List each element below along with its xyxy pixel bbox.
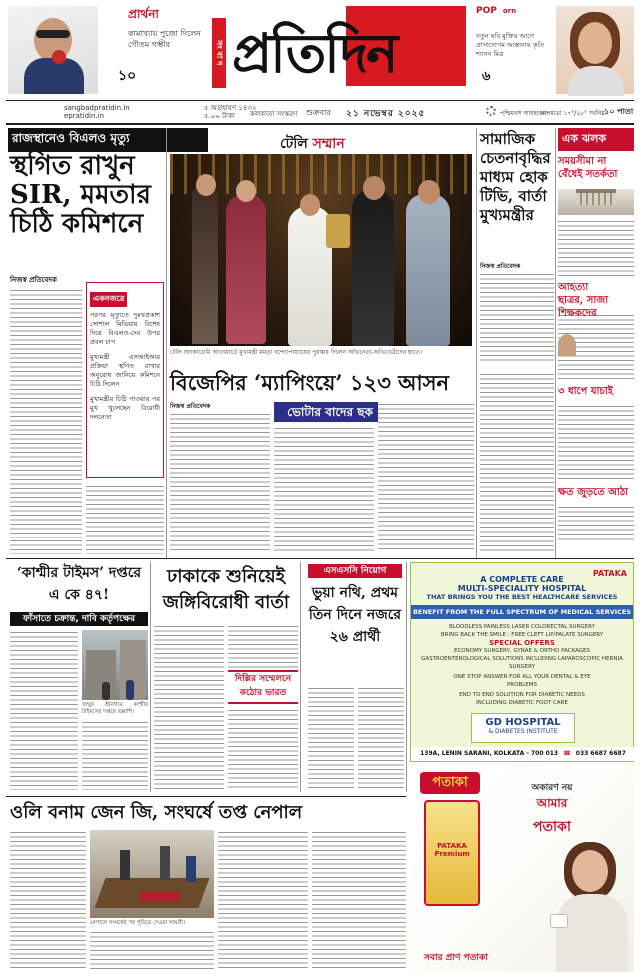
samajik-body <box>480 272 554 362</box>
hosp-banner: BENEFIT FROM THE FULL SPECTRUM OF MEDICAL SERVICES <box>411 605 633 619</box>
nepal-col1 <box>10 830 86 970</box>
page-count: ১০ পাতা <box>604 107 634 116</box>
samajik-headline[interactable]: সামাজিক চেতনাবৃদ্ধির মাধ্যম হোক টিভি, বার্তা মুখ্যমন্ত্রীর <box>480 130 551 224</box>
lead-byline: নিজস্ব প্রতিবেদক <box>10 276 57 284</box>
kashmir-subhead: ফাঁসাতে চক্রান্ত, দাবি কর্তৃপক্ষের <box>10 612 148 626</box>
right-promo-text: নতুন ছবি মুক্তির আগে প্রাসাদোপম আস্তানায় কৃতি শ্যানন মিত্র <box>476 32 545 58</box>
tea-slogan-1: অকারণ নয় <box>531 783 573 793</box>
logo-side-tag: সং বা দ <box>212 18 226 88</box>
nepal-caption: নেপালে সংঘর্ষের পর পুড়িয়ে দেওয়া সামগ্রী। <box>90 920 185 926</box>
left-promo-text: কামাখ্যায় পুজো দিলেন গৌতম গম্ভীর <box>128 29 201 49</box>
left-promo-box[interactable] <box>98 6 208 94</box>
date: ২১ নভেম্বর ২০২৫ <box>346 109 426 119</box>
tea-ad[interactable] <box>410 766 634 972</box>
kashmir-col1 <box>10 630 78 790</box>
sidebar-h3[interactable]: ৩ ধাপে যাচাই <box>558 386 613 397</box>
person-2 <box>226 194 266 344</box>
left-promo-page: ১০ <box>118 68 137 84</box>
hosp-l8: ONE STOP ANSWER FOR ALL YOUR DENTAL & EYE PROBLEMS <box>453 674 591 688</box>
sun-icon <box>486 106 496 116</box>
kashmir-headline[interactable]: ‘কাশ্মীর টাইমস’ দপ্তরে এ কে ৪৭! <box>16 565 142 603</box>
tea-logo: পতাকা <box>420 772 480 794</box>
lead-box-item-1: পরপর মৃত্যুতে দুঃখপ্রকাশ সোশাল মিডিয়ায় বিশেষ দিয়ে বিএলও-দের উপর প্রবল চাপ <box>90 311 160 346</box>
sidebar-body-1 <box>558 219 634 277</box>
masthead-logo[interactable] <box>228 6 468 86</box>
lead-box-title: একনজরে <box>90 292 127 307</box>
nepal-photo[interactable] <box>90 830 214 918</box>
phone-icon: ☎ <box>563 750 571 757</box>
dhaka-subhead-box <box>228 670 298 704</box>
sidebar-photo-court[interactable] <box>558 189 634 215</box>
left-promo-photo[interactable] <box>8 6 98 94</box>
sidebar-photo-student[interactable] <box>558 334 576 356</box>
sidebar-h2[interactable]: আহত্যা ছাত্রর, সাজা শিক্ষকদের <box>558 282 609 319</box>
hosp-l5: BRING BACK THE SMILE : FREE CLEFT LIP/PALATE SURGERY <box>440 632 604 638</box>
bjp-byline: নিজস্ব প্রতিবেদক <box>170 403 211 410</box>
nepal-col3 <box>218 830 308 970</box>
hosp-offers: SPECIAL OFFERS <box>489 639 555 647</box>
lead-box-item-3: মুখ্যমন্ত্রীর চিঠি পাওয়ার পর মুখ খুলেছেন বিরোধী দলনেতা <box>90 395 160 421</box>
tele-label-1: টেলি <box>280 136 308 152</box>
sidebar-body-3 <box>558 404 634 482</box>
bjp-col4 <box>480 372 554 552</box>
ssc-col1 <box>308 686 354 790</box>
logo-text: প্রতিদিন <box>232 21 397 85</box>
right-promo-box[interactable] <box>476 6 556 94</box>
tea-model <box>550 836 634 972</box>
popcorn-title: POP <box>476 6 497 16</box>
right-promo-page: ৬ <box>482 69 491 84</box>
hosp-addr: 139A, LENIN SARANI, KOLKATA - 700 013 <box>420 750 559 757</box>
bjp-subhead: ভোটার বাদের ছক <box>274 402 386 422</box>
hosp-l3: THAT BRINGS YOU THE BEST HEALTHCARE SERVICES <box>426 593 618 601</box>
bjp-col1 <box>170 412 270 552</box>
hosp-l9: END TO END SOLUTION FOR DIABETIC NEEDS INCLUDING DIABETIC FOOT CARE <box>459 692 585 706</box>
lead-box-item-2: মুখ্যমন্ত্রী এসআইআর প্রক্রিয়া স্থগিত রাখার অনুরোধ জানিয়ে কমিশনে চিঠি দিলেন <box>90 353 160 388</box>
lead-box <box>86 282 164 478</box>
site-1[interactable]: sangbadpratidin.in <box>64 104 130 112</box>
sidebar-h1[interactable]: সময়সীমা না বেঁধেই সতর্কতা <box>558 156 618 180</box>
ssc-col2 <box>358 686 404 790</box>
dhaka-headline[interactable]: ঢাকাকে শুনিয়েই জঙ্গিবিরোধী বার্তা <box>162 566 290 613</box>
pataka-logo: PATAKA <box>592 569 627 578</box>
tea-slogan-2: আমার <box>536 796 568 810</box>
site-2[interactable]: epratidin.in <box>64 112 105 120</box>
tele-label-2: সম্মান <box>312 136 345 152</box>
dhaka-subhead: দিল্লির সম্মেলনে কঠোর ভারত <box>234 674 292 698</box>
tea-pack-label: PATAKA Premium <box>434 842 470 858</box>
lead-body-col1 <box>10 288 82 538</box>
kashmir-col2 <box>82 720 148 790</box>
person-4 <box>352 190 394 346</box>
ssc-kicker: এসএসসি নিয়োগ <box>308 564 402 578</box>
hosp-phone: 033 6687 6687 <box>575 750 626 757</box>
issue-date: ৫ অগ্রহায়ণ ১৪৩২ <box>204 104 257 112</box>
bjp-col3 <box>378 402 474 552</box>
masthead <box>0 0 640 100</box>
kashmir-caption: জম্মুর শ্রীনগরে কাশ্মীর টাইমসের দপ্তরে তল্লাশি। <box>82 702 148 715</box>
tea-slogan-3: পতাকা <box>533 819 571 835</box>
price: ৫.০০ টাকা <box>204 112 235 120</box>
hosp-l6: ECONOMY SURGERY, GYNAE & ORTHO PACKAGES <box>453 648 591 654</box>
dhaka-col1 <box>154 624 224 790</box>
sidebar-h4[interactable]: ক্ষত জুড়তে আঠা <box>558 487 629 498</box>
temperature: তাপমাত্রা ১৭°/২৮° সর্বনিম্ন <box>540 110 605 117</box>
sidebar-title: এক ঝলক <box>558 128 634 151</box>
edition: কলকাতা সংস্করণ <box>250 110 298 118</box>
left-promo-title: প্রার্থনা <box>128 7 159 21</box>
hosp-l2: MULTI-SPECIALITY HOSPITAL <box>457 584 587 593</box>
hosp-l7: GASTROENTEROLOGICAL SOLUTIONS INCLUDING LAPAROSCOPIC HERNIA SURGERY <box>421 656 623 670</box>
popcorn-label <box>476 6 556 16</box>
tea-pack <box>424 800 480 906</box>
ssc-headline[interactable]: ভুয়া নথি, প্রথম তিন দিনে নজরে ২৬ প্রার্থী <box>308 585 402 645</box>
tele-caption: টেলি অ্যাকাডেমি অ্যাওয়ার্ডে মুখ্যমন্ত্রী মমতা বন্দ্যোপাধ্যায়ের পুরস্কার দিলেন অভিনেতা-অভিনেত্রীদের হাতে। <box>170 349 422 356</box>
hosp-l1: A COMPLETE CARE <box>480 575 564 584</box>
hosp-name2: & DIABETES INSTITUTE <box>488 728 558 735</box>
bjp-headline[interactable]: বিজেপির ‘ম্যাপিংয়ে’ ১২৩ আসন <box>170 370 450 395</box>
person-1 <box>192 184 218 344</box>
sidebar-body-4 <box>558 505 634 541</box>
hospital-ad[interactable] <box>410 562 634 762</box>
popcorn-sup: orn <box>502 7 517 15</box>
dhaka-col2a <box>228 624 298 668</box>
weather: পশ্চিমবঙ্গ আবহাওয়া <box>500 110 549 117</box>
hosp-l4: BLOODLESS PAINLESS LASER COLORECTAL SURGERY <box>449 624 595 630</box>
dateline <box>6 101 634 123</box>
nepal-col2 <box>90 930 214 970</box>
weekday: শুক্রবার <box>306 108 331 117</box>
lead-body-col1b <box>10 538 82 554</box>
person-5 <box>406 194 450 346</box>
hosp-name: GD HOSPITAL <box>485 717 561 728</box>
lead-kicker: রাজস্থানেও বিএলও মৃত্যু <box>8 128 208 152</box>
bjp-col2 <box>274 426 374 552</box>
tea-footer: সবার প্রাণ পতাকা <box>424 953 488 963</box>
kashmir-photo[interactable] <box>82 630 148 700</box>
tele-label <box>280 132 345 156</box>
right-promo-photo[interactable] <box>556 6 634 94</box>
samajik-byline: নিজস্ব প্রতিবেদক <box>480 263 521 270</box>
lead-headline: স্থগিত রাখুন SIR, মমতার চিঠি কমিশনে <box>10 151 151 239</box>
nepal-headline[interactable]: ওলি বনাম জেন জি, সংঘর্ষে তপ্ত নেপাল <box>10 802 303 823</box>
lead-body-col2 <box>86 484 164 554</box>
dhaka-col2b <box>228 708 298 790</box>
tele-photo[interactable] <box>170 154 472 346</box>
nepal-col4 <box>312 830 406 970</box>
